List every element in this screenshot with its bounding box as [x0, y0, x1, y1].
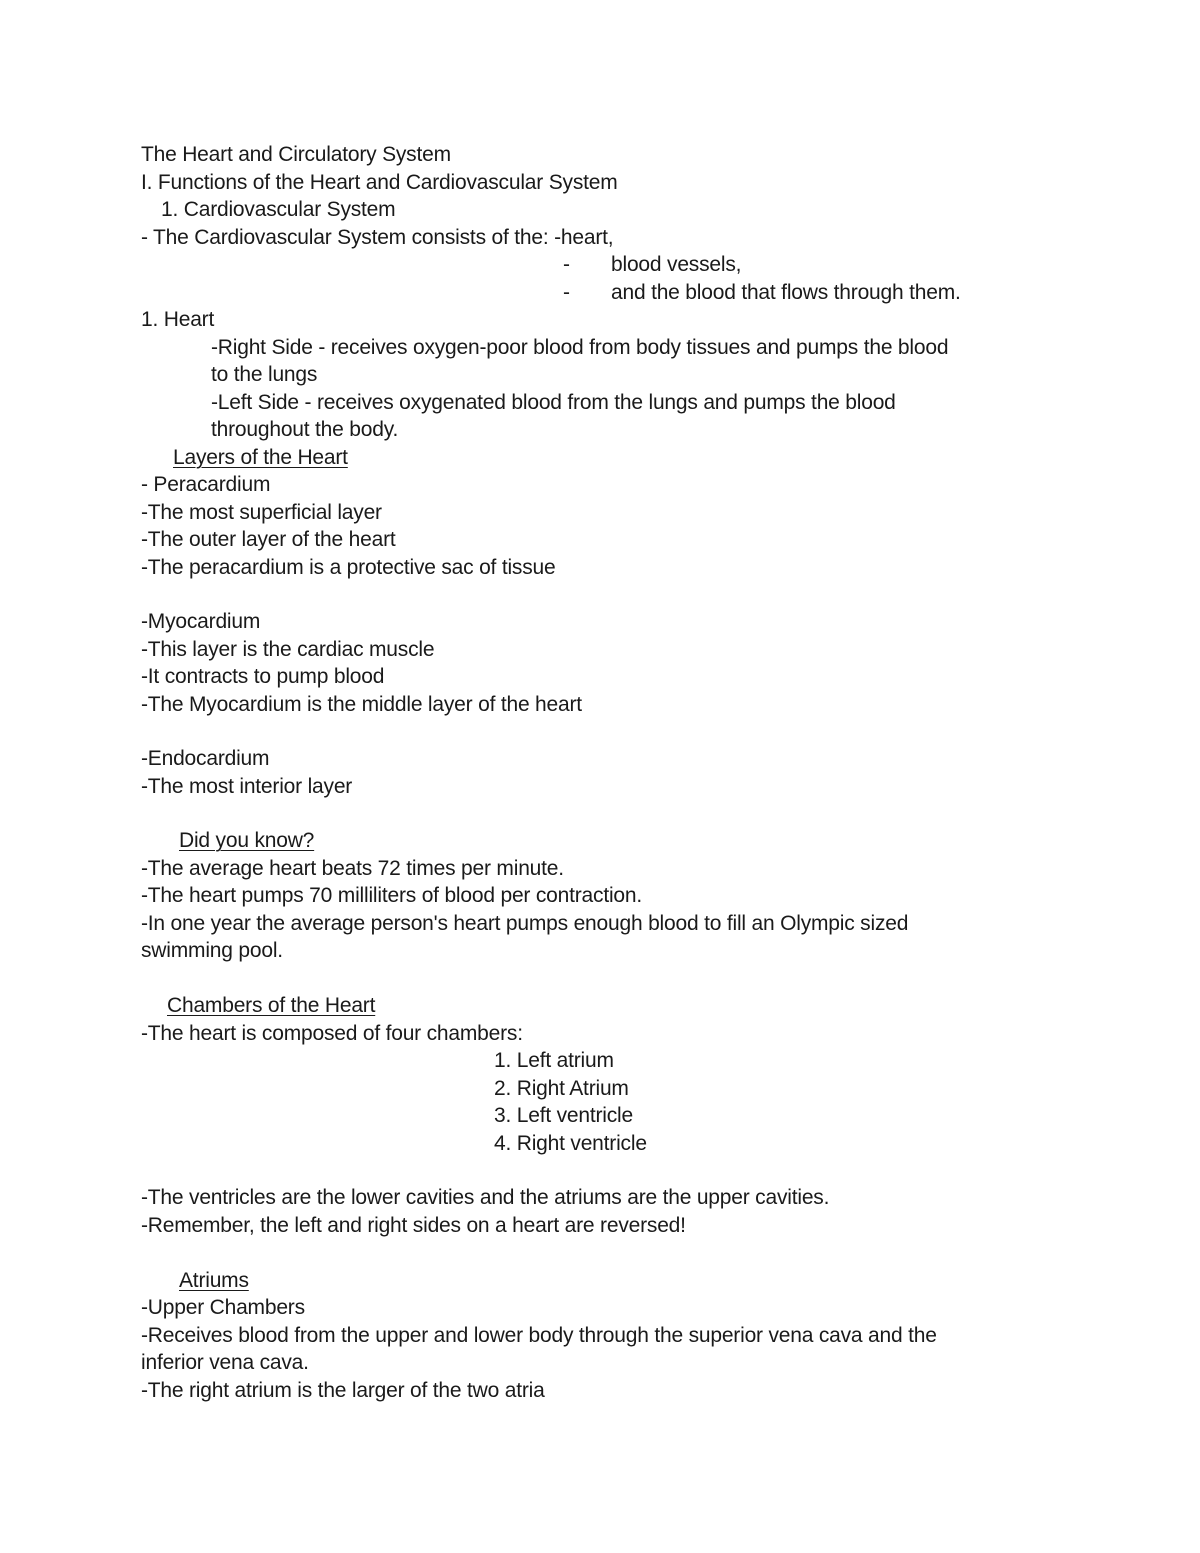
- text-line: -The average heart beats 72 times per minute.: [141, 856, 564, 880]
- text-line: -The peracardium is a protective sac of tissue: [141, 555, 556, 579]
- text-line: -Right Side - receives oxygen-poor blood from body tissues and pumps the blood: [211, 335, 949, 359]
- list-dash: -: [563, 280, 570, 304]
- text-line: swimming pool.: [141, 939, 283, 962]
- document-title: The Heart and Circulatory System: [141, 143, 451, 166]
- text-line: -The heart is composed of four chambers:: [141, 1021, 523, 1045]
- text-line: to the lungs: [211, 363, 318, 386]
- list-item: 2. Right Atrium: [494, 1076, 629, 1100]
- text-line: -The most interior layer: [141, 774, 353, 798]
- text-line: -Endocardium: [141, 747, 270, 770]
- text-line: -In one year the average person's heart pumps enough blood to fill an Olympic sized: [141, 911, 909, 935]
- text-line: -The Myocardium is the middle layer of the heart: [141, 692, 582, 716]
- text-line: -This layer is the cardiac muscle: [141, 637, 435, 661]
- text-line: inferior vena cava.: [141, 1351, 309, 1374]
- cv-intro-line: - The Cardiovascular System consists of the: -heart,: [141, 225, 614, 249]
- text-line: -The heart pumps 70 milliliters of blood per contraction.: [141, 884, 643, 907]
- list-item: and the blood that flows through them.: [611, 280, 961, 304]
- text-line: -Receives blood from the upper and lower body through the superior vena cava and the: [141, 1323, 937, 1347]
- text-line: -The ventricles are the lower cavities and the atriums are the upper cavities.: [141, 1186, 830, 1209]
- layers-heading: Layers of the Heart: [173, 445, 348, 469]
- text-line: -The most superficial layer: [141, 500, 382, 524]
- text-line: throughout the body.: [211, 418, 399, 441]
- chambers-heading: Chambers of the Heart: [167, 994, 376, 1017]
- section-heading: I. Functions of the Heart and Cardiovascular System: [141, 170, 618, 194]
- subsection-heading: 1. Cardiovascular System: [161, 198, 396, 221]
- list-item: 4. Right ventricle: [494, 1131, 647, 1155]
- did-you-know-heading: Did you know?: [179, 829, 315, 852]
- list-item: 3. Left ventricle: [494, 1104, 634, 1127]
- text-line: -Left Side - receives oxygenated blood from the lungs and pumps the blood: [211, 390, 896, 414]
- text-line: -Upper Chambers: [141, 1296, 305, 1319]
- heart-heading: 1. Heart: [141, 308, 215, 331]
- list-dash: -: [563, 253, 570, 276]
- text-line: -Remember, the left and right sides on a heart are reversed!: [141, 1213, 686, 1237]
- text-line: - Peracardium: [141, 473, 271, 496]
- text-line: -The outer layer of the heart: [141, 528, 396, 551]
- text-line: -Myocardium: [141, 610, 261, 633]
- text-line: -It contracts to pump blood: [141, 665, 385, 688]
- list-item: blood vessels,: [611, 253, 742, 276]
- atriums-heading: Atriums: [179, 1268, 249, 1292]
- text-line: -The right atrium is the larger of the two atria: [141, 1378, 545, 1402]
- list-item: 1. Left atrium: [494, 1049, 614, 1072]
